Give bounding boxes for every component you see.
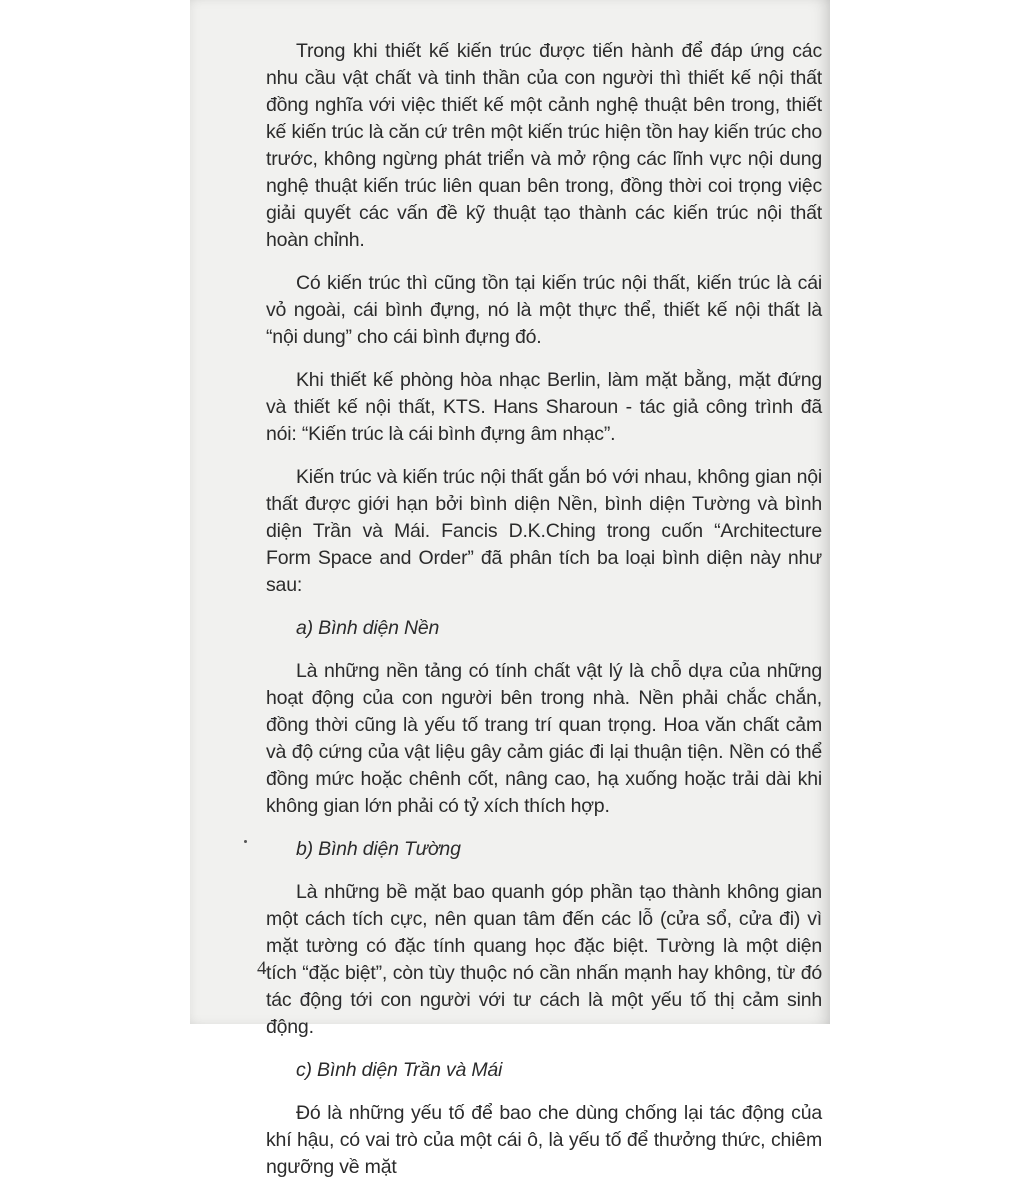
page-number: 4 bbox=[257, 958, 267, 979]
paragraph-6: Là những bề mặt bao quanh góp phần tạo thành không gian một cách tích cực, nên quan tâm đến các lỗ (cửa sổ, cửa đi) vì mặt tường có đặc tính quang học đặc biệt. Tường là một diện tích “đặc biệt”, còn tùy thuộc nó cần nhấn mạnh hay không, từ đó tác động tới con người với tư cách là một yếu tố thị cảm sinh động. bbox=[266, 881, 822, 1038]
paragraph-4: Kiến trúc và kiến trúc nội thất gắn bó với nhau, không gian nội thất được giới hạn bởi bình diện Nền, bình diện Tường và bình diện Trần và Mái. Fancis D.K.Ching trong cuốn “Architecture Form Space and Order” đã phân tích ba loại bình diện này như sau: bbox=[266, 466, 822, 596]
paragraph-7: Đó là những yếu tố để bao che dùng chống lại tác động của khí hậu, có vai trò của một cái ô, là yếu tố để thưởng thức, chiêm ngưỡng về mặt bbox=[266, 1102, 822, 1178]
ink-speck bbox=[244, 840, 247, 843]
section-heading-b: b) Bình diện Tường bbox=[296, 838, 461, 860]
paragraph-2: Có kiến trúc thì cũng tồn tại kiến trúc nội thất, kiến trúc là cái vỏ ngoài, cái bình đựng, nó là một thực thể, thiết kế nội thất là “nội dung” cho cái bình đựng đó. bbox=[266, 272, 822, 348]
section-heading-a: a) Bình diện Nền bbox=[296, 617, 440, 639]
section-heading-c: c) Bình diện Trần và Mái bbox=[296, 1059, 503, 1081]
paragraph-3: Khi thiết kế phòng hòa nhạc Berlin, làm mặt bằng, mặt đứng và thiết kế nội thất, KTS. Hans Sharoun - tác giả công trình đã nói: “Kiến trúc là cái bình đựng âm nhạc”. bbox=[266, 369, 822, 445]
paragraph-5: Là những nền tảng có tính chất vật lý là chỗ dựa của những hoạt động của con người bên trong nhà. Nền phải chắc chắn, đồng thời cũng là yếu tố trang trí quan trọng. Hoa văn chất cảm và độ cứng của vật liệu gây cảm giác đi lại thuận tiện. Nền có thể đồng mức hoặc chênh cốt, nâng cao, hạ xuống hoặc trải dài khi không gian lớn phải có tỷ xích thích hợp. bbox=[266, 660, 822, 817]
paragraph-1: Trong khi thiết kế kiến trúc được tiến hành để đáp ứng các nhu cầu vật chất và tinh thần của con người thì thiết kế nội thất đồng nghĩa với việc thiết kế một cảnh nghệ thuật bên trong, thiết kế kiến trúc là căn cứ trên một kiến trúc hiện tồn hay kiến trúc cho trước, không ngừng phát triển và mở rộng các lĩnh vực nội dung nghệ thuật kiến trúc liên quan bên trong, đồng thời coi trọng việc giải quyết các vấn đề kỹ thuật tạo thành các kiến trúc nội thất hoàn chỉnh. bbox=[266, 40, 822, 251]
page-body bbox=[266, 38, 822, 1197]
